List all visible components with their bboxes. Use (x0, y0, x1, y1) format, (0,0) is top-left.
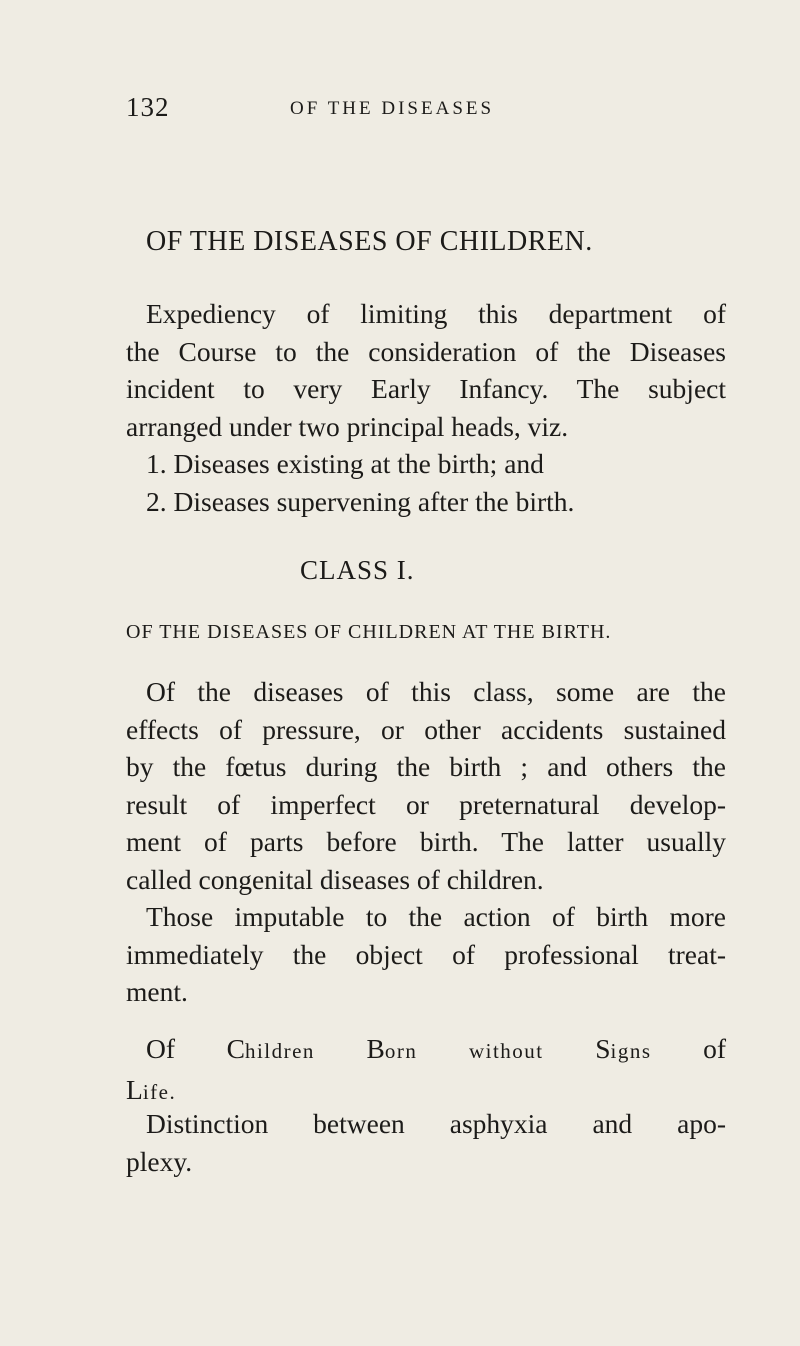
section-heading-line: Life. (126, 1073, 177, 1105)
text-line: Those imputable to the action of birth more (146, 901, 726, 932)
text-line: called congenital diseases of children. (126, 863, 544, 895)
list-item: 2. Diseases supervening after the birth. (146, 485, 575, 517)
text-line: Distinction between asphyxia and apo- (146, 1108, 726, 1139)
text-line: ment. (126, 976, 188, 1007)
class-paragraph (126, 673, 726, 1011)
text-line: Of the diseases of this class, some are the (146, 676, 726, 707)
section-paragraph (126, 1105, 726, 1180)
text-line: incident to very Early Infancy. The subject (126, 373, 726, 404)
text-line: by the fœtus during the birth ; and others the (126, 751, 726, 782)
heading-word: of (703, 1033, 726, 1064)
running-title: OF THE DISEASES (290, 98, 495, 119)
main-heading: OF THE DISEASES OF CHILDREN. (146, 226, 593, 257)
section-heading-line (126, 1030, 726, 1071)
heading-word: without (468, 1039, 544, 1063)
text-line: immediately the object of professional treat- (126, 938, 726, 970)
text-line: effects of pressure, or other accidents sustained (126, 713, 726, 745)
class-subheading: OF THE DISEASES OF CHILDREN AT THE BIRTH. (126, 621, 612, 643)
heading-word: Signs (595, 1033, 652, 1064)
text-line: arranged under two principal heads, viz. (126, 410, 569, 442)
heading-word: Born (366, 1033, 418, 1064)
heading-word: Children (226, 1033, 315, 1064)
running-head (126, 92, 586, 132)
class-heading: CLASS I. (300, 555, 415, 585)
text-line: Expediency of limiting this department of (146, 298, 726, 329)
text-line: ment of parts before birth. The latter usually (126, 826, 726, 857)
heading-word: Of (146, 1033, 176, 1064)
text-line: the Course to the consideration of the Diseases (126, 335, 726, 367)
text-line: result of imperfect or preternatural develop- (126, 788, 726, 820)
text-line: plexy. (126, 1145, 193, 1177)
page-number: 132 (126, 92, 170, 122)
intro-paragraph (126, 295, 726, 520)
list-item: 1. Diseases existing at the birth; and (146, 448, 544, 479)
section-heading (126, 1030, 726, 1111)
